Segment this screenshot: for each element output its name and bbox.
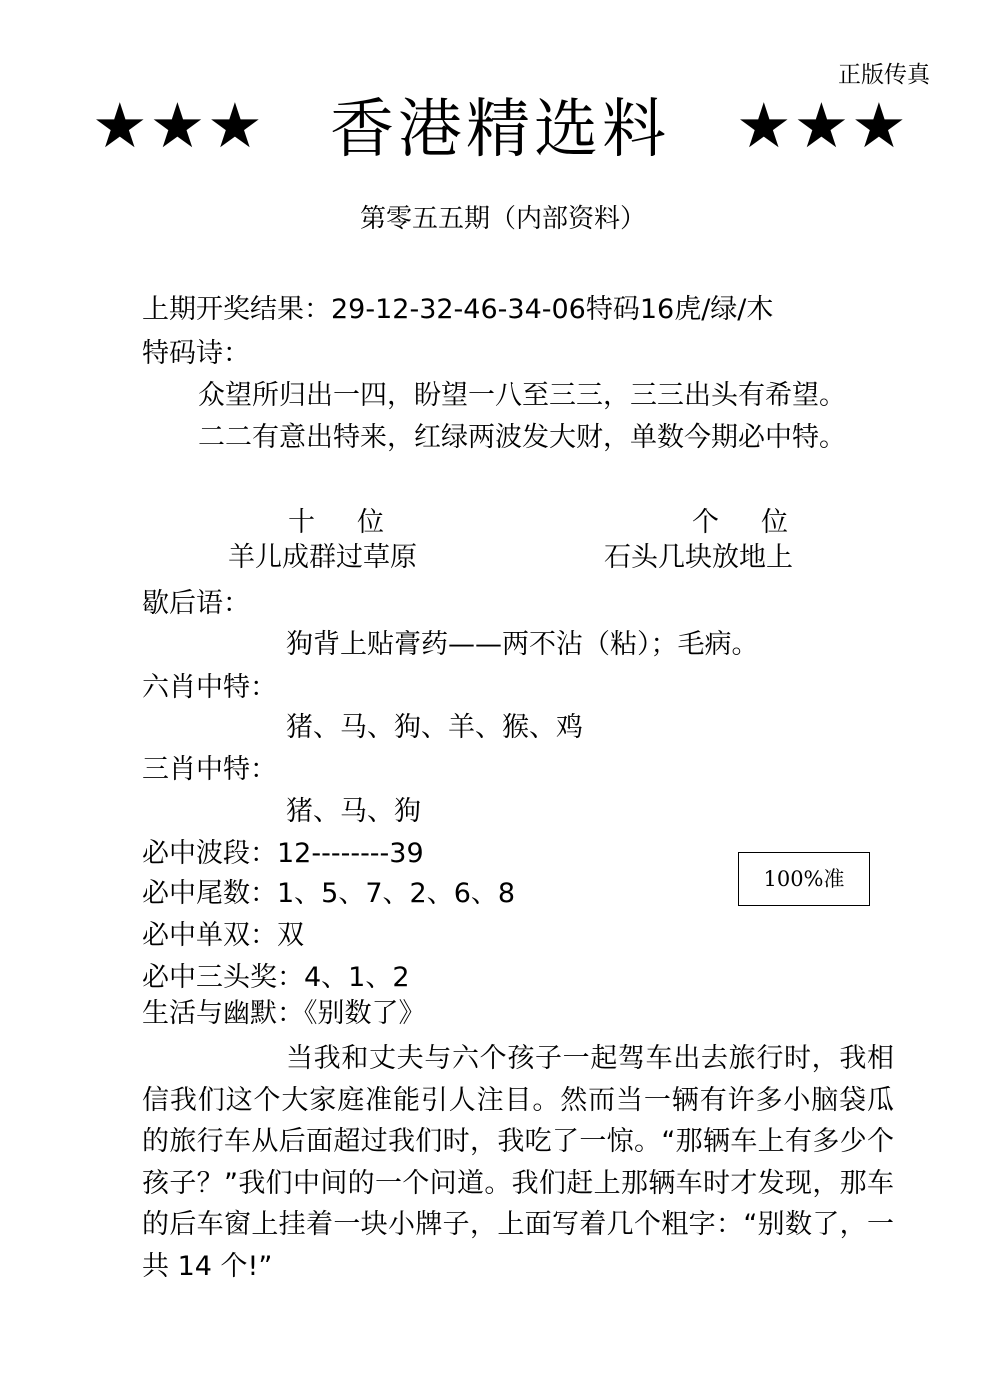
tail-pick: 必中尾数：1、5、7、2、6、8	[142, 878, 516, 909]
six-zodiac-label: 六肖中特：	[142, 672, 277, 703]
wave-pick: 必中波段：12--------39	[142, 838, 424, 869]
genuine-fax-tag: 正版传真	[838, 62, 930, 88]
poem-label: 特码诗：	[142, 338, 250, 369]
three-zodiac-label: 三肖中特：	[142, 754, 277, 785]
poem-line-1: 众望所归出一四，盼望一八至三三，三三出头有希望。	[198, 380, 846, 411]
units-riddle: 石头几块放地上	[604, 542, 793, 573]
tens-heading: 十位	[288, 507, 426, 538]
stars-right-icon: ★★★	[736, 89, 909, 162]
three-zodiac-text: 猪、马、狗	[286, 796, 421, 827]
last-result: 上期开奖结果：29-12-32-46-34-06特码16虎/绿/木	[142, 294, 774, 325]
three-head-pick: 必中三头奖：4、1、2	[142, 962, 410, 993]
saying-label: 歇后语：	[142, 588, 250, 619]
six-zodiac-text: 猪、马、狗、羊、猴、鸡	[286, 712, 583, 743]
poem-line-2: 二二有意出特来，红绿两波发大财，单数今期必中特。	[198, 422, 846, 453]
humor-label: 生活与幽默：《别数了》	[142, 998, 426, 1029]
humor-story: 当我和丈夫与六个孩子一起驾车出去旅行时，我相信我们这个大家庭准能引人注目。然而当一辆有许多小脑袋瓜的旅行车从后面超过我们时，我吃了一惊。“那辆车上有多少个孩子？”我们中间的一个问道。我们赶上那辆车时才发现，那车的后车窗上挂着一块小牌子，上面写着几个粗字：“别数了，一共 14 个!”	[142, 1043, 894, 1282]
odd-even-pick: 必中单双：双	[142, 920, 304, 951]
issue-number: 第零五五期（内部资料）	[359, 204, 646, 234]
page-title: 香港精选料	[330, 93, 670, 167]
title-row	[0, 86, 1006, 176]
stars-left-icon: ★★★	[92, 89, 265, 162]
saying-text: 狗背上贴膏药——两不沾（粘）；毛病。	[286, 629, 759, 660]
units-heading: 个位	[692, 507, 830, 538]
tens-riddle: 羊儿成群过草原	[228, 542, 417, 573]
accuracy-badge: 100%准	[738, 852, 870, 906]
